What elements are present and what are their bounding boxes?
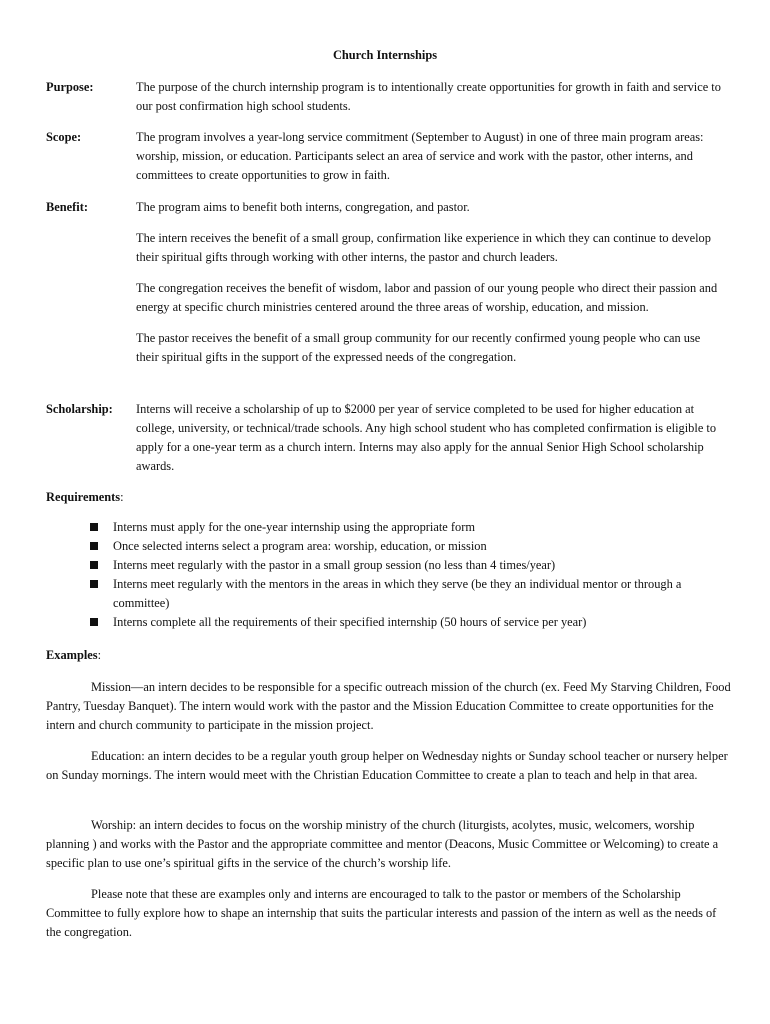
page-title: Church Internships xyxy=(332,48,438,62)
benefit-paragraph: The intern receives the benefit of a small group, confirmation like experience in which they can continue to develop their spiritual gifts through working with other interns, the pastor and church leaders. xyxy=(136,231,711,264)
benefit-section xyxy=(46,198,726,379)
requirements-list xyxy=(90,518,710,632)
purpose-text: The purpose of the church internship program is to intentionally create opportunities for growth in faith and service to our post confirmation high school students. xyxy=(136,80,721,113)
benefit-label: Benefit: xyxy=(46,200,88,214)
scholarship-section xyxy=(46,400,726,476)
list-item xyxy=(90,613,710,632)
examples-heading xyxy=(46,646,101,665)
scholarship-text: Interns will receive a scholarship of up to $2000 per year of service completed to be used for higher education at college, university, or technical/trade schools. Any high school student who has completed confirmation is eligible to apply for a one-year term as a church intern. Interns may also apply for the annual Senior High School scholarship awards. xyxy=(136,402,717,473)
list-item-text: Interns meet regularly with the pastor in a small group session (no less than 4 times/year) xyxy=(113,558,556,572)
benefit-paragraph: The pastor receives the benefit of a small group community for our recently confirmed young people who can use their spiritual gifts in the support of the expressed needs of the congregation. xyxy=(136,331,701,364)
example-paragraph: Mission—an intern decides to be responsible for a specific outreach mission of the church (ex. Feed My Starving Children, Food Pantry, Tuesday Banquet). The intern would work with the pastor and the Mission Education Committee to create opportunities for the intern and church community to participate in the mission project. xyxy=(46,680,731,732)
example-paragraph: Worship: an intern decides to focus on the worship ministry of the church (liturgists, acolytes, music, welcomers, worship planning ) and works with the Pastor and the appropriate committee and mentor (Deacons, Music Committee or Welcoming) to create a specific plan to use one’s spiritual gifts in the service of the church’s worship life. xyxy=(46,818,719,870)
list-item-text: Interns complete all the requirements of their specified internship (50 hours of service per year) xyxy=(113,615,587,629)
example-paragraph: Education: an intern decides to be a regular youth group helper on Wednesday nights or Sunday school teacher or nursery helper on Sunday mornings. The intern would meet with the Christian Education Committee to create a plan to teach and help in that area. xyxy=(46,749,728,782)
list-item-text: Interns meet regularly with the mentors in the areas in which they serve (be they an individual mentor or through a committee) xyxy=(113,577,682,610)
examples-label: Examples xyxy=(46,648,98,662)
examples-colon: : xyxy=(97,648,102,662)
list-item-text: Interns must apply for the one-year internship using the appropriate form xyxy=(113,520,475,534)
square-bullet-icon xyxy=(90,518,113,537)
benefit-body xyxy=(136,198,726,379)
square-bullet-icon xyxy=(90,556,113,575)
purpose-section xyxy=(46,78,726,116)
list-item xyxy=(90,575,710,613)
square-bullet-icon xyxy=(90,575,113,613)
scope-text: The program involves a year-long service commitment (September to August) in one of three main program areas: worship, mission, or education. Participants select an area of service and work with the pastor, other interns, and committees to create opportunities to grow in faith. xyxy=(136,130,704,182)
benefit-paragraph: The congregation receives the benefit of wisdom, labor and passion of our young people who direct their passion and energy at specific church ministries centered around the three areas of worship, education, and mission. xyxy=(136,281,718,314)
list-item xyxy=(90,556,710,575)
square-bullet-icon xyxy=(90,613,113,632)
scholarship-label: Scholarship: xyxy=(46,402,113,416)
benefit-paragraph: The program aims to benefit both interns, congregation, and pastor. xyxy=(136,200,470,214)
requirements-colon: : xyxy=(120,490,124,504)
requirements-heading xyxy=(46,488,124,507)
list-item-text: Once selected interns select a program area: worship, education, or mission xyxy=(113,539,487,553)
scope-label: Scope: xyxy=(46,130,82,144)
purpose-label: Purpose: xyxy=(46,80,94,94)
example-paragraph: Please note that these are examples only and interns are encouraged to talk to the pastor or members of the Scholarship Committee to fully explore how to shape an internship that suits the particular interests and passion of the intern as well as the needs of the congregation. xyxy=(46,887,717,939)
requirements-label: Requirements xyxy=(46,490,121,504)
list-item xyxy=(90,518,710,537)
square-bullet-icon xyxy=(90,537,113,556)
list-item xyxy=(90,537,710,556)
scope-section xyxy=(46,128,726,185)
